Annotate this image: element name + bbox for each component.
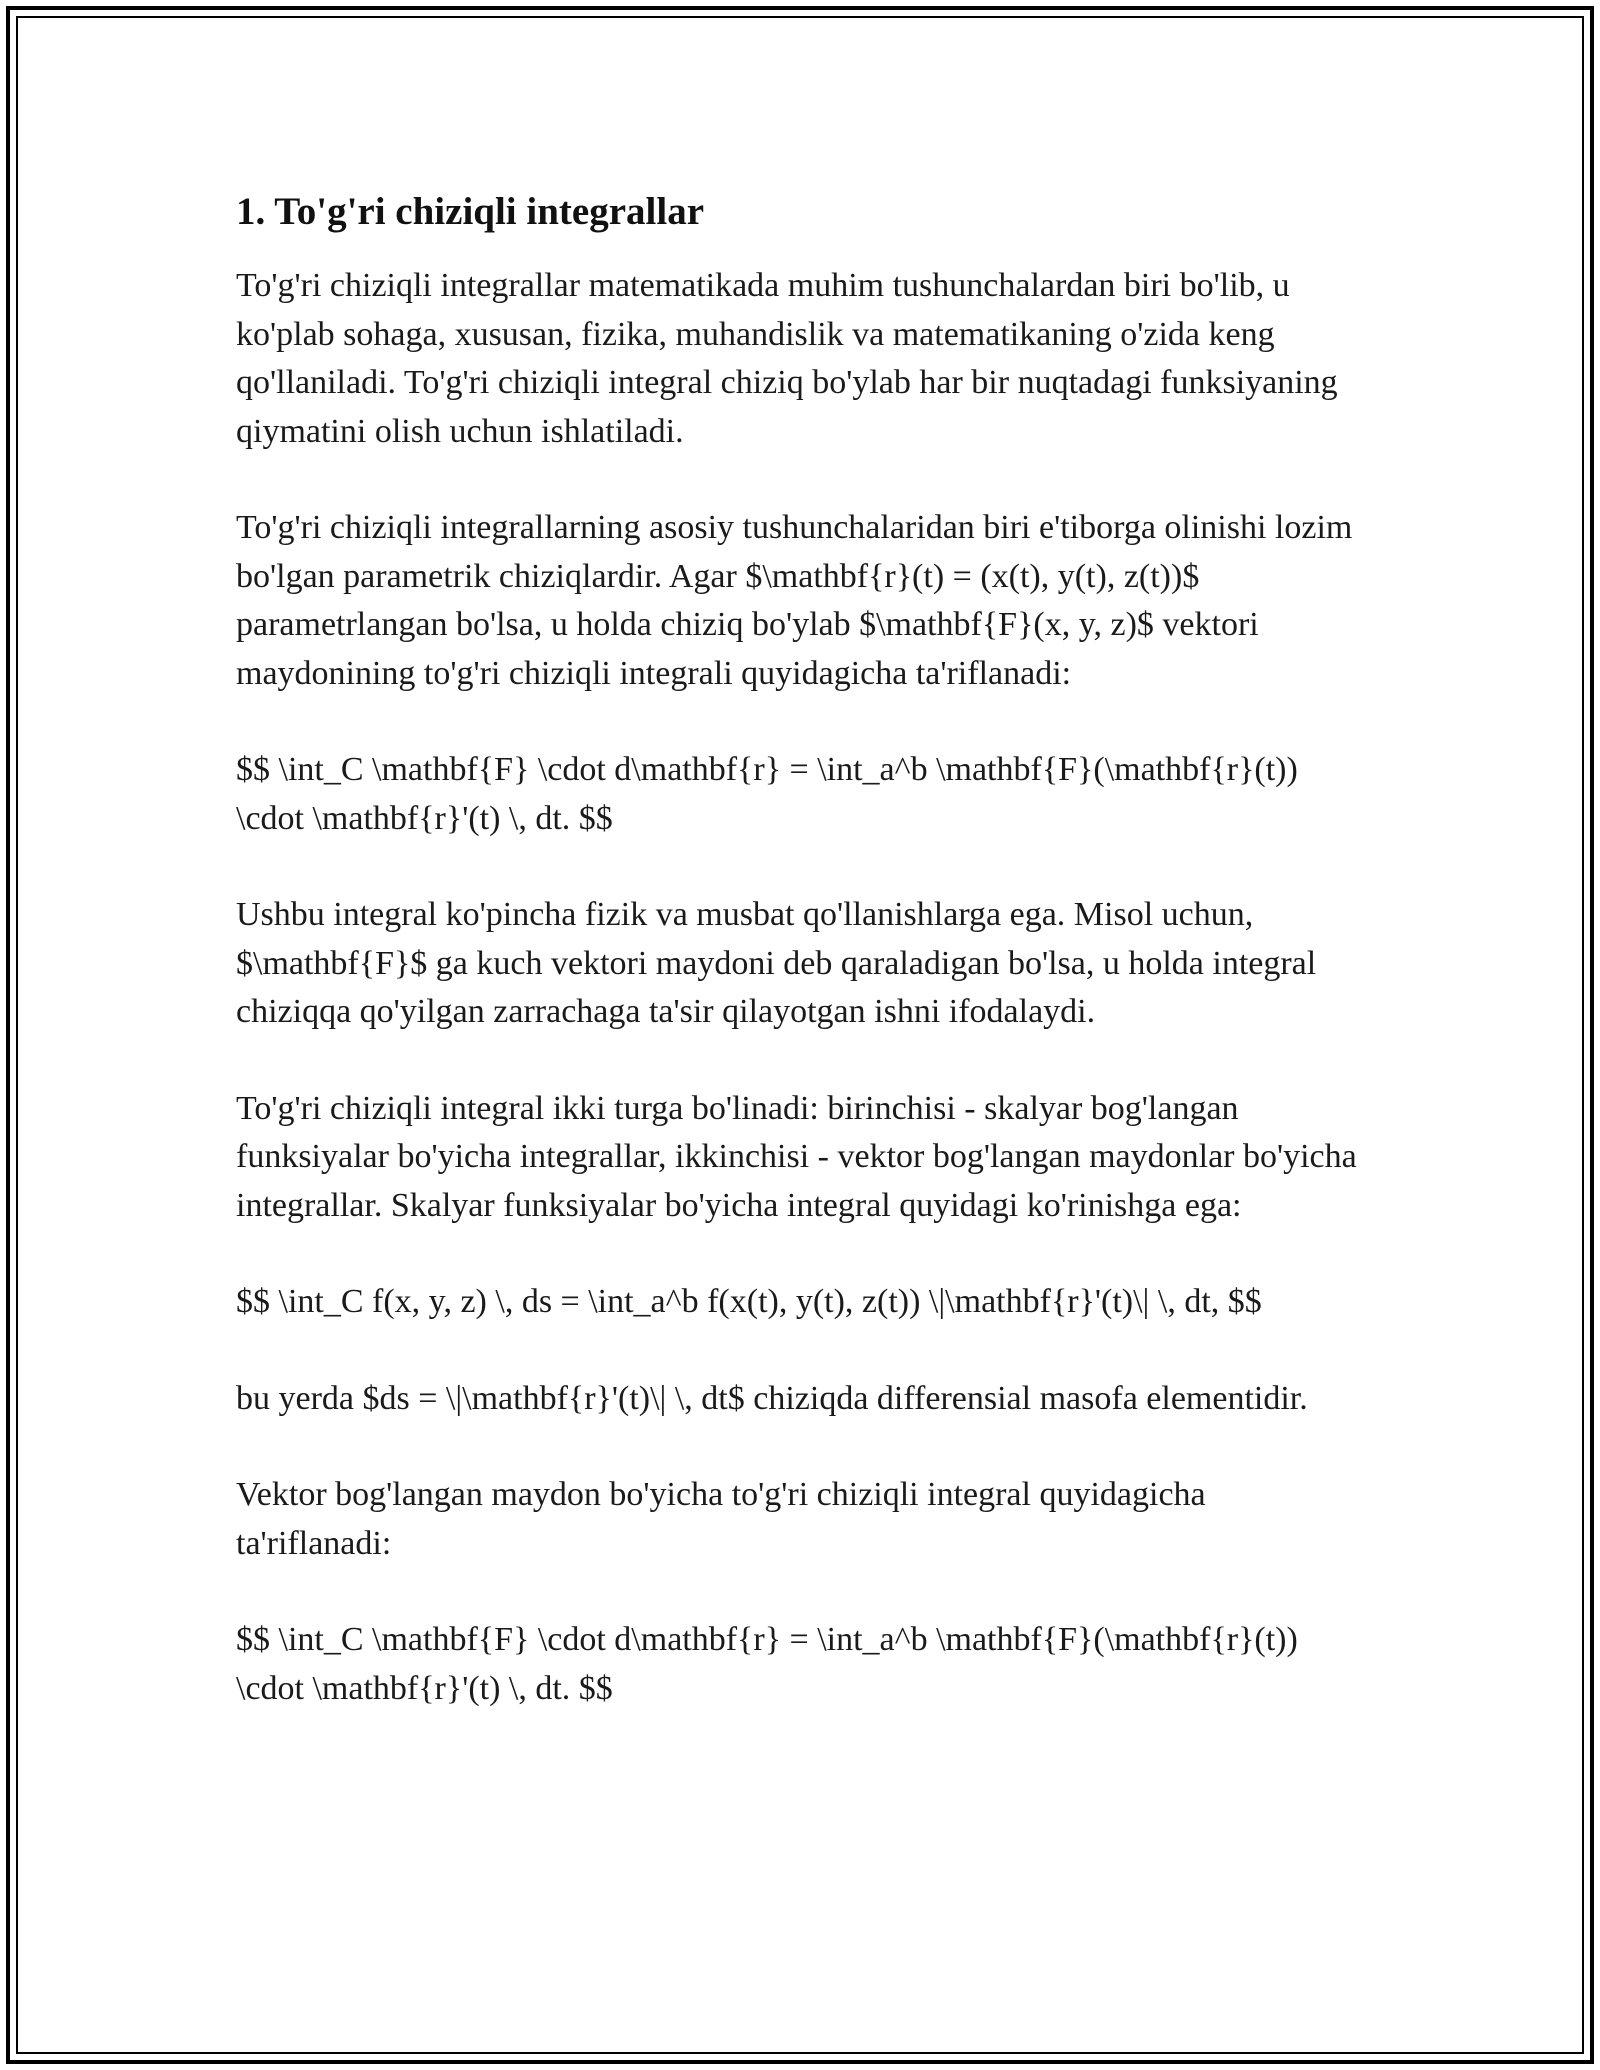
section-heading: 1. To'g'ri chiziqli integrallar — [236, 190, 704, 233]
paragraph-physical-meaning: Ushbu integral ko'pincha fizik va musbat qo'llanishlarga ega. Misol uchun, $\mathbf{F}$ ga kuch vektori maydoni deb qaraladigan bo'lsa, u holda integral chiziqqa qo'yilgan zarrachaga ta'sir qilayotgan ishni ifodalaydi. — [236, 896, 1317, 1030]
paragraph-vector-definition: Vektor bog'langan maydon bo'yicha to'g'ri chiziqli integral quyidagicha ta'riflanadi: — [236, 1476, 1206, 1562]
paragraph-ds-definition: bu yerda $ds = \|\mathbf{r}'(t)\| \, dt$ chiziqda differensial masofa elementidir. — [236, 1379, 1308, 1417]
formula-vector-line-integral-repeat: $$ \int_C \mathbf{F} \cdot d\mathbf{r} = \int_a^b \mathbf{F}(\mathbf{r}(t)) \cdot \mathbf{r}'(t) \, dt. $$ — [236, 1621, 1298, 1707]
paragraph-parametric: To'g'ri chiziqli integrallarning asosiy tushunchalaridan biri e'tiborga olinishi lozim bo'lgan parametrik chiziqlardir. Agar $\mathbf{r}(t) = (x(t), y(t), z(t))$ parametrlangan bo'lsa, u holda chiziq bo'ylab $\mathbf{F}(x, y, z)$ vektori maydonining to'g'ri chiziqli integrali quyidagicha ta'riflanadi: — [236, 509, 1353, 692]
paragraph-two-types: To'g'ri chiziqli integral ikki turga bo'linadi: birinchisi - skalyar bog'langan funksiyalar bo'yicha integrallar, ikkinchisi - vektor bog'langan maydonlar bo'yicha integrallar. Skalyar funksiyalar bo'yicha integral quyidagi ko'rinishga ega: — [236, 1089, 1357, 1224]
paragraph-intro: To'g'ri chiziqli integrallar matematikada muhim tushunchalardan biri bo'lib, u ko'plab sohaga, xususan, fizika, muhandislik va matematikaning o'zida keng qo'llaniladi. To'g'ri chiziqli integral chiziq bo'ylab har bir nuqtadagi funksiyaning qiymatini olish uchun ishlatiladi. — [236, 267, 1338, 450]
formula-scalar-line-integral: $$ \int_C f(x, y, z) \, ds = \int_a^b f(x(t), y(t), z(t)) \|\mathbf{r}'(t)\| \, dt, $$ — [236, 1283, 1262, 1320]
document-body — [236, 186, 1366, 1761]
formula-vector-line-integral: $$ \int_C \mathbf{F} \cdot d\mathbf{r} = \int_a^b \mathbf{F}(\mathbf{r}(t)) \cdot \mathbf{r}'(t) \, dt. $$ — [236, 751, 1298, 837]
